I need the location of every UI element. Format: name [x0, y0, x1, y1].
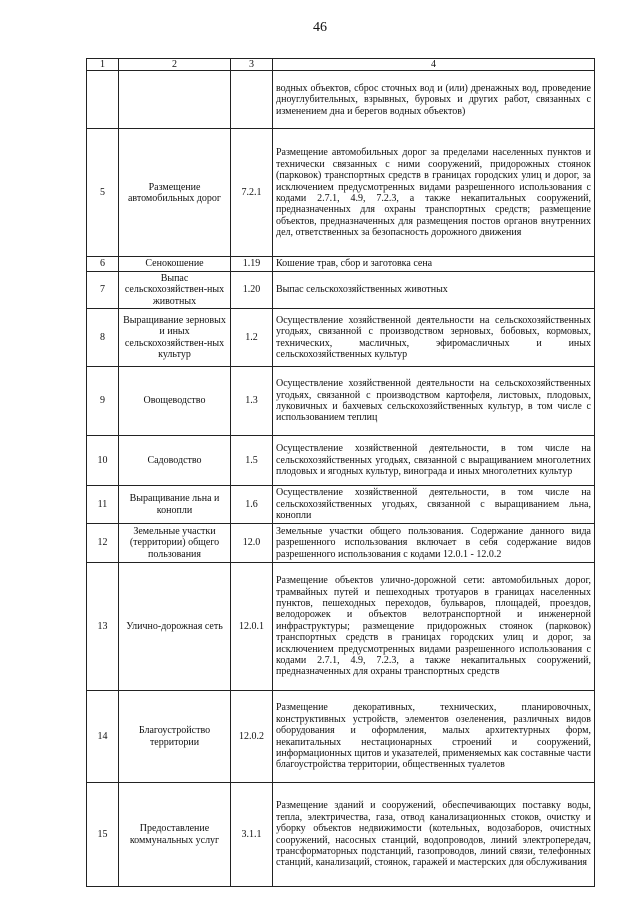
row-number: 8 [87, 309, 119, 367]
table-row [87, 271, 595, 308]
row-description: Размещение декоративных, технических, планировочных, конструктивных устройств, элементов озеленения, различных видов оборудования и оформления, малых архитектурных форм, некапитальных нестационарных строений и сооружений, информационных щитов и указателей, применяемых как составные части благоустройства территории, общественных туалетов [273, 691, 595, 783]
row-name: Предоставление коммунальных услуг [119, 783, 231, 887]
table-row [87, 783, 595, 887]
header-cell-3: 3 [231, 59, 273, 71]
row-description: Выпас сельскохозяйственных животных [273, 271, 595, 308]
row-code: 1.3 [231, 367, 273, 436]
row-number: 7 [87, 271, 119, 308]
row-code: 12.0.1 [231, 563, 273, 691]
row-code: 1.19 [231, 257, 273, 271]
row-name: Выращивание зерновых и иных сельскохозяйствен-ных культур [119, 309, 231, 367]
header-cell-4: 4 [273, 59, 595, 71]
row-name: Выпас сельскохозяйствен-ных животных [119, 271, 231, 308]
row-code [231, 71, 273, 129]
row-description: Размещение зданий и сооружений, обеспечивающих поставку воды, тепла, электричества, газа, отвод канализационных стоков, очистку и уборку объектов недвижимости (котельных, водозаборов, очистных сооружений, насосных станций, водопроводов, линий электропередач, трансформаторных подстанций, газопроводов, линий связи, телефонных станций, канализаций, стоянок, гаражей и мастерских для обслуживания [273, 783, 595, 887]
row-name: Садоводство [119, 436, 231, 486]
row-number: 12 [87, 524, 119, 563]
table-row [87, 129, 595, 257]
row-code: 7.2.1 [231, 129, 273, 257]
row-name: Улично-дорожная сеть [119, 563, 231, 691]
table-row [87, 436, 595, 486]
header-cell-2: 2 [119, 59, 231, 71]
table-row [87, 257, 595, 271]
row-description: Осуществление хозяйственной деятельности, в том числе на сельскохозяйственных угодьях, связанной с выращиванием многолетних плодовых и ягодных культур, винограда и иных многолетних культур [273, 436, 595, 486]
table-row [87, 367, 595, 436]
row-number: 15 [87, 783, 119, 887]
row-name: Благоустройство территории [119, 691, 231, 783]
row-description: Размещение автомобильных дорог за пределами населенных пунктов и технически связанных с ними сооружений, придорожных стоянок (парковок) транспортных средств в границах городских улиц и дорог, за исключением предусмотренных видами разрешенного использования с кодами 2.7.1, 4.9, 7.2.3, а также некапитальных сооружений, предназначенных для охраны транспортных средств; размещение объектов, предназначенных для размещения постов органов внутренних дел, ответственных за безопасность дорожного движения [273, 129, 595, 257]
row-number [87, 71, 119, 129]
row-description: Осуществление хозяйственной деятельности на сельскохозяйственных угодьях, связанной с производством зерновых, бобовых, кормовых, технических, масличных, эфиромасличных и иных сельскохозяйственных культур [273, 309, 595, 367]
row-description: Осуществление хозяйственной деятельности, в том числе на сельскохозяйственных угодьях, связанной с выращиванием льна, конопли [273, 486, 595, 524]
row-code: 1.2 [231, 309, 273, 367]
table-row [87, 71, 595, 129]
row-number: 13 [87, 563, 119, 691]
table-row [87, 309, 595, 367]
table-row [87, 524, 595, 563]
row-description: Осуществление хозяйственной деятельности на сельскохозяйственных угодьях, связанной с производством картофеля, листовых, плодовых, луковичных и бахчевых сельскохозяйственных культур, в том числе с использованием теплиц [273, 367, 595, 436]
row-description: Размещение объектов улично-дорожной сети: автомобильных дорог, трамвайных путей и пешеходных тротуаров в границах населенных пунктов, пешеходных переходов, бульваров, площадей, проездов, велодорожек и объектов велотранспортной и инженерной инфраструктуры; размещение придорожных стоянок (парковок) транспортных средств в границах городских улиц и дорог, за исключением предусмотренных видами разрешенного использования с кодами 2.7.1, 4.9, 7.2.3, а также некапитальных сооружений, предназначенных для охраны транспортных средств [273, 563, 595, 691]
row-description: Земельные участки общего пользования. Содержание данного вида разрешенного использования включает в себя содержание видов разрешенного использования с кодами 12.0.1 - 12.0.2 [273, 524, 595, 563]
row-name: Сенокошение [119, 257, 231, 271]
page-number: 46 [313, 20, 327, 35]
table-row [87, 486, 595, 524]
row-description: Кошение трав, сбор и заготовка сена [273, 257, 595, 271]
row-code: 1.5 [231, 436, 273, 486]
row-number: 10 [87, 436, 119, 486]
row-number: 14 [87, 691, 119, 783]
row-code: 1.6 [231, 486, 273, 524]
row-number: 9 [87, 367, 119, 436]
table-header-row [87, 59, 595, 71]
row-description: водных объектов, сброс сточных вод и (или) дренажных вод, проведение дноуглубительных, взрывных, буровых и других работ, связанных с изменением дна и берегов водных объектов) [273, 71, 595, 129]
row-name: Выращивание льна и конопли [119, 486, 231, 524]
table-row [87, 563, 595, 691]
row-name: Овощеводство [119, 367, 231, 436]
row-code: 3.1.1 [231, 783, 273, 887]
row-code: 1.20 [231, 271, 273, 308]
land-use-table [86, 58, 595, 887]
row-name: Земельные участки (территории) общего пользования [119, 524, 231, 563]
row-number: 6 [87, 257, 119, 271]
table-row [87, 691, 595, 783]
header-cell-1: 1 [87, 59, 119, 71]
row-name: Размещение автомобильных дорог [119, 129, 231, 257]
row-code: 12.0.2 [231, 691, 273, 783]
row-code: 12.0 [231, 524, 273, 563]
row-number: 11 [87, 486, 119, 524]
row-name [119, 71, 231, 129]
row-number: 5 [87, 129, 119, 257]
